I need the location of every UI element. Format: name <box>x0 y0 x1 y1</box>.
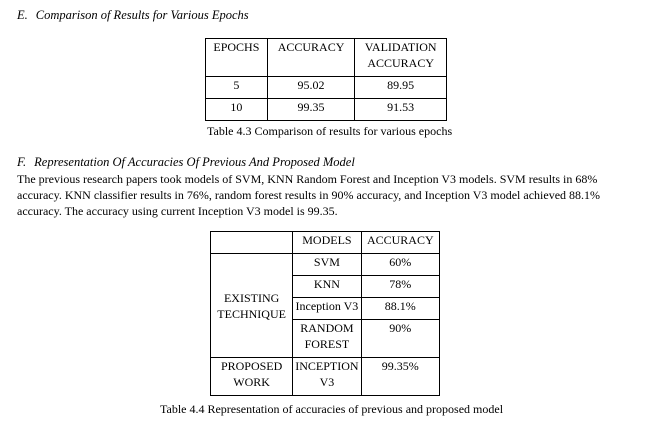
table-4-4-caption: Table 4.4 Representation of accuracies of previous and proposed model <box>160 402 504 416</box>
epochs-header-epochs: EPOCHS <box>206 39 268 77</box>
epochs-header-validation-accuracy: VALIDATION ACCURACY <box>355 39 447 77</box>
validation-accuracy-cell: 89.95 <box>355 77 447 99</box>
table-4-3-caption: Table 4.3 Comparison of results for various epochs <box>207 124 453 138</box>
section-e-heading <box>17 8 249 23</box>
accuracy-cell: 88.1% <box>361 298 439 320</box>
model-cell: RANDOM FOREST <box>293 320 361 358</box>
proposed-work-label: PROPOSED WORK <box>211 358 293 396</box>
accuracy-cell: 90% <box>361 320 439 358</box>
accuracies-table <box>210 231 440 396</box>
accuracy-cell: 60% <box>361 254 439 276</box>
epochs-table <box>205 38 447 121</box>
empty-header-cell <box>211 232 293 254</box>
section-f-title: Representation Of Accuracies Of Previous And Proposed Model <box>34 155 355 169</box>
validation-accuracy-cell: 91.53 <box>355 99 447 121</box>
existing-technique-label: EXISTING TECHNIQUE <box>211 254 293 358</box>
model-cell: INCEPTION V3 <box>293 358 361 396</box>
epochs-header-accuracy: ACCURACY <box>267 39 355 77</box>
table-row <box>211 358 440 396</box>
epochs-cell: 5 <box>206 77 268 99</box>
table-row <box>211 254 440 276</box>
accuracies-table-header-row <box>211 232 440 254</box>
section-e-number: E. <box>17 8 28 22</box>
epochs-cell: 10 <box>206 99 268 121</box>
accuracy-header: ACCURACY <box>361 232 439 254</box>
model-cell: KNN <box>293 276 361 298</box>
table-row <box>206 99 447 121</box>
accuracy-cell: 99.35 <box>267 99 355 121</box>
model-cell: Inception V3 <box>293 298 361 320</box>
model-cell: SVM <box>293 254 361 276</box>
table-row <box>206 77 447 99</box>
section-e-title: Comparison of Results for Various Epochs <box>35 8 249 22</box>
section-f-number: F. <box>17 155 27 169</box>
epochs-table-header-row <box>206 39 447 77</box>
accuracy-cell: 78% <box>361 276 439 298</box>
accuracy-cell: 99.35% <box>361 358 439 396</box>
section-f-paragraph: The previous research papers took models of SVM, KNN Random Forest and Inception V3 models. SVM results in 68% accuracy. KNN classifier results in 76%, random forest results in 90% accuracy, and Inception V3 model achieved 88.1% accuracy. The accuracy using current Inception V3 model is 99.35. <box>17 172 601 218</box>
accuracy-cell: 95.02 <box>267 77 355 99</box>
section-f-heading <box>17 155 355 170</box>
models-header: MODELS <box>293 232 361 254</box>
